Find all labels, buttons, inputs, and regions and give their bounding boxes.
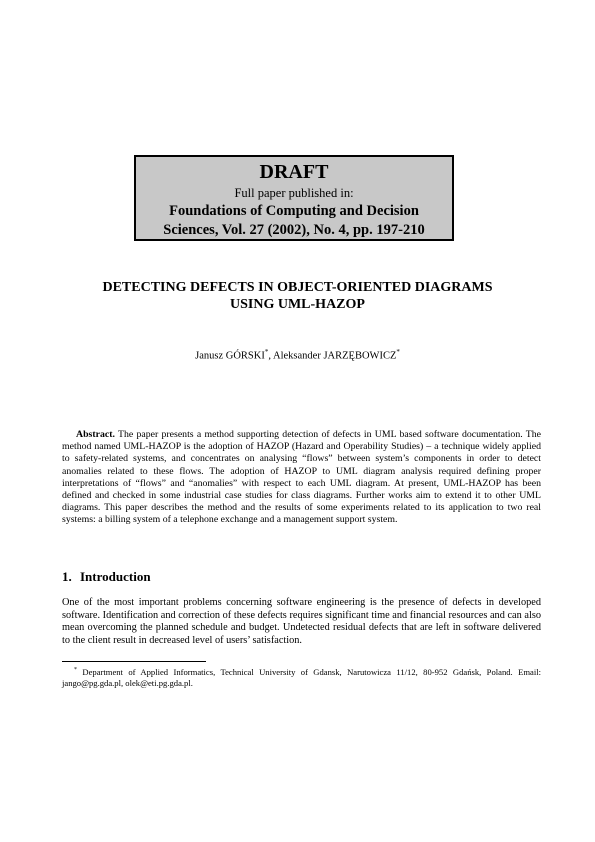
authors [40, 345, 555, 364]
journal-citation-line2: Sciences, Vol. 27 (2002), No. 4, pp. 197-210 [163, 222, 425, 238]
draft-notice-box [134, 155, 454, 241]
abstract-text: The paper presents a method supporting detection of defects in UML based software documentation. The method named UML-HAZOP is the adoption of HAZOP (Hazard and Operability Studies) – a technique widely applied to safety-related systems, and concentrates on analysing “flows” between system’s components in order to detect anomalies related to these flows. The adoption of HAZOP to UML diagram analysis required defining proper interpretations of “flows” and “anomalies” with respect to each UML diagram. At present, UML-HAZOP has been defined and checked in some industrial case studies for class diagrams. Further works aim to extend it to other UML diagrams. This paper describes the method and the results of some experiments related to its application to two real systems: a billing system of a telephone exchange and a management support system. [62, 429, 541, 526]
draft-title: DRAFT [259, 161, 329, 183]
footnote-mark: * [74, 667, 77, 673]
author-gorski: Janusz GÓRSKI [195, 350, 265, 362]
section-title: Introduction [80, 569, 151, 584]
author-footnote-mark: * [264, 348, 269, 356]
abstract [62, 429, 541, 527]
introduction-paragraph: One of the most important problems concerning software engineering is the presence of defects in developed software. Identification and correction of these defects requires significant time and financial resources and can also mean overcoming the planned schedule and budget. Undetected residual defects that are left in software delivered to the client result in decreased level of users’ satisfaction. [62, 597, 541, 646]
section-heading-introduction [62, 569, 151, 585]
journal-citation [136, 202, 452, 240]
footnote-text: Department of Applied Informatics, Technical University of Gdansk, Narutowicza 11/12, 80-952 Gdańsk, Poland. Email: jango@pg.gda.pl, olek@eti.pg.gda.pl. [62, 666, 541, 689]
section-number: 1. [62, 569, 72, 584]
journal-citation-line1: Foundations of Computing and Decision [169, 203, 419, 219]
footnote [62, 665, 541, 690]
paper-title [40, 279, 555, 313]
author-jarzebowicz: Aleksander JARZĘBOWICZ [273, 350, 397, 362]
author-footnote-mark: * [396, 348, 400, 356]
footnote-divider [62, 661, 206, 662]
author-separator: , [268, 350, 274, 362]
abstract-label: Abstract. [76, 429, 115, 440]
published-in-label: Full paper published in: [234, 186, 354, 200]
paper-title-line2: USING UML-HAZOP [230, 297, 365, 312]
paper-title-line1: DETECTING DEFECTS IN OBJECT-ORIENTED DIAGRAMS [102, 280, 493, 295]
